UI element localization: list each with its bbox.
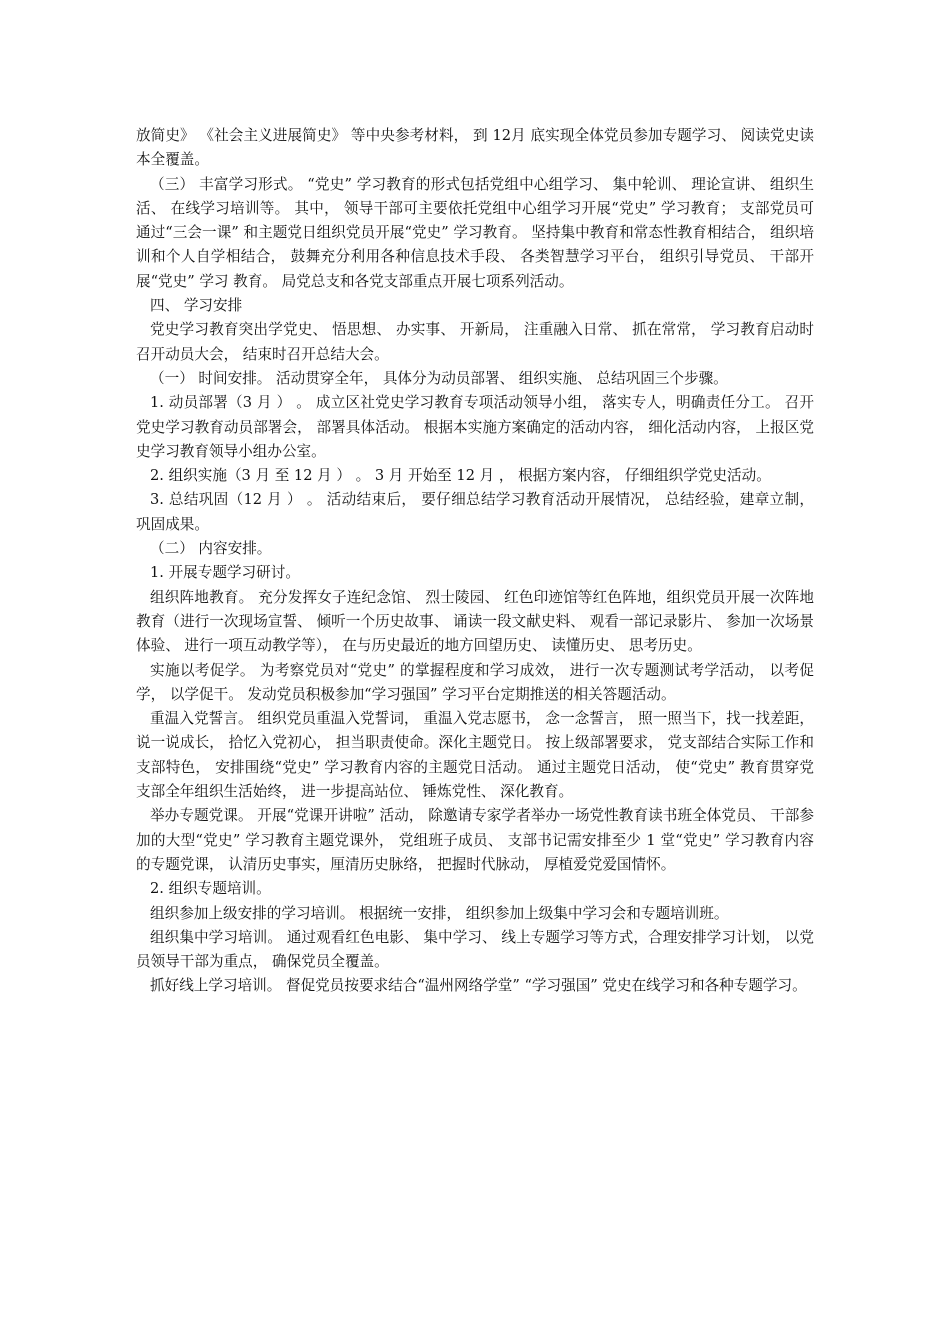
paragraph-position-education: 组织阵地教育。 充分发挥女子连纪念馆、 烈士陵园、 红色印迹馆等红色阵地，组织党员开展一次阵地教育（进行一次现场宣誓、 倾听一个历史故事、 诵读一段文献史料、 观看一部记录影片、 参加一次场景体验、 进行一项互动教学等）， 在与历史最近的地方回望历史、 读懂历史、 思考历史。 <box>136 588 814 655</box>
paragraph-collective-training: 组织集中学习培训。 通过观看红色电影、 集中学习、 线上专题学习等方式，合理安排学习计划， 以党员领导干部为重点， 确保党员全覆盖。 <box>136 928 814 971</box>
step-2-paragraph: 2. 组织实施（3 月 至 12 月 ） 。 3 月 开始至 12 月 ， 根据方案内容， 仔细组织学党史活动。 <box>150 467 771 485</box>
paragraph-online-training: 抓好线上学习培训。 督促党员按要求结合“温州网络学堂” “学习强国” 党史在线学习和各种专题学习。 <box>150 977 807 995</box>
paragraph-3: 党史学习教育突出学党史、 悟思想、 办实事、 开新局， 注重融入日常、 抓在常常， 学习教育启动时召开动员大会， 结束时召开总结大会。 <box>136 321 814 363</box>
item-1-heading: 1. 开展专题学习研讨。 <box>150 564 300 582</box>
paragraph-1: 放简史》 《社会主义进展简史》 等中央参考材料， 到 12月 底实现全体党员参加专题学习、 阅读党史读本全覆盖。 <box>136 127 814 169</box>
subsection-heading-content: （二） 内容安排。 <box>150 540 272 558</box>
document-page <box>136 124 814 999</box>
item-2-heading: 2. 组织专题培训。 <box>150 880 271 898</box>
paragraph-exam-study: 实施以考促学。 为考察党员对“党史” 的掌握程度和学习成效， 进行一次专题测试考学活动， 以考促学， 以学促干。 发动党员积极参加“学习强国” 学习平台定期推送的相关答题活动。 <box>136 661 814 703</box>
step-1-paragraph: 1. 动员部署（3 月 ） 。 成立区社党史学习教育专项活动领导小组， 落实专人，明确责任分工。 召开党史学习教育动员部署会， 部署具体活动。 根据本实施方案确定的活动内容， 细化活动内容， 上报区党史学习教育领导小组办公室。 <box>136 394 814 460</box>
paragraph-upper-training: 组织参加上级安排的学习培训。 根据统一安排， 组织参加上级集中学习会和专题培训班。 <box>150 904 729 922</box>
subsection-heading-time: （一） 时间安排。 活动贯穿全年， 具体分为动员部署、 组织实施、 总结巩固三个步骤。 <box>150 369 728 387</box>
section-heading-4: 四、 学习安排 <box>150 297 243 315</box>
paragraph-party-lecture: 举办专题党课。 开展“党课开讲啦” 活动， 除邀请专家学者举办一场党性教育读书班全体党员、 干部参加的大型“党史” 学习教育主题党课外， 党组班子成员、 支部书记需安排至少 1 堂“党史” 学习教育内容的专题党课， 认清历史事实，厘清历史脉络， 把握时代脉动， 厚植爱党爱国情怀。 <box>136 807 814 873</box>
step-3-paragraph: 3. 总结巩固（12 月 ） 。 活动结束后， 要仔细总结学习教育活动开展情况， 总结经验，建章立制， 巩固成果。 <box>136 491 814 533</box>
paragraph-2: （三） 丰富学习形式。 “党史” 学习教育的形式包括党组中心组学习、 集中轮训、 理论宣讲、 组织生活、 在线学习培训等。 其中， 领导干部可主要依托党组中心组学习开展“党史” 学习教育； 支部党员可通过“三会一课” 和主题党日组织党员开展“党史” 学习教育。 坚持集中教育和常态性教育相结合， 组织培训和个人自学相结合， 鼓舞充分利用各种信息技术手段、 各类智慧学习平台， 组织引导党员、 干部开展“党史” 学习 教育。 局党总支和各党支部重点开展七项系列活动。 <box>136 175 814 290</box>
paragraph-oath: 重温入党誓言。 组织党员重温入党誓词， 重温入党志愿书， 念一念誓言， 照一照当下，找一找差距， 说一说成长， 拾忆入党初心， 担当职责使命。深化主题党日。 按上级部署要求， 党支部结合实际工作和支部特色， 安排围绕“党史” 学习教育内容的主题党日活动。 通过主题党日活动， 使“党史” 教育贯穿党支部全年组织生活始终， 进一步提高站位、 锤炼党性、 深化教育。 <box>136 710 814 801</box>
